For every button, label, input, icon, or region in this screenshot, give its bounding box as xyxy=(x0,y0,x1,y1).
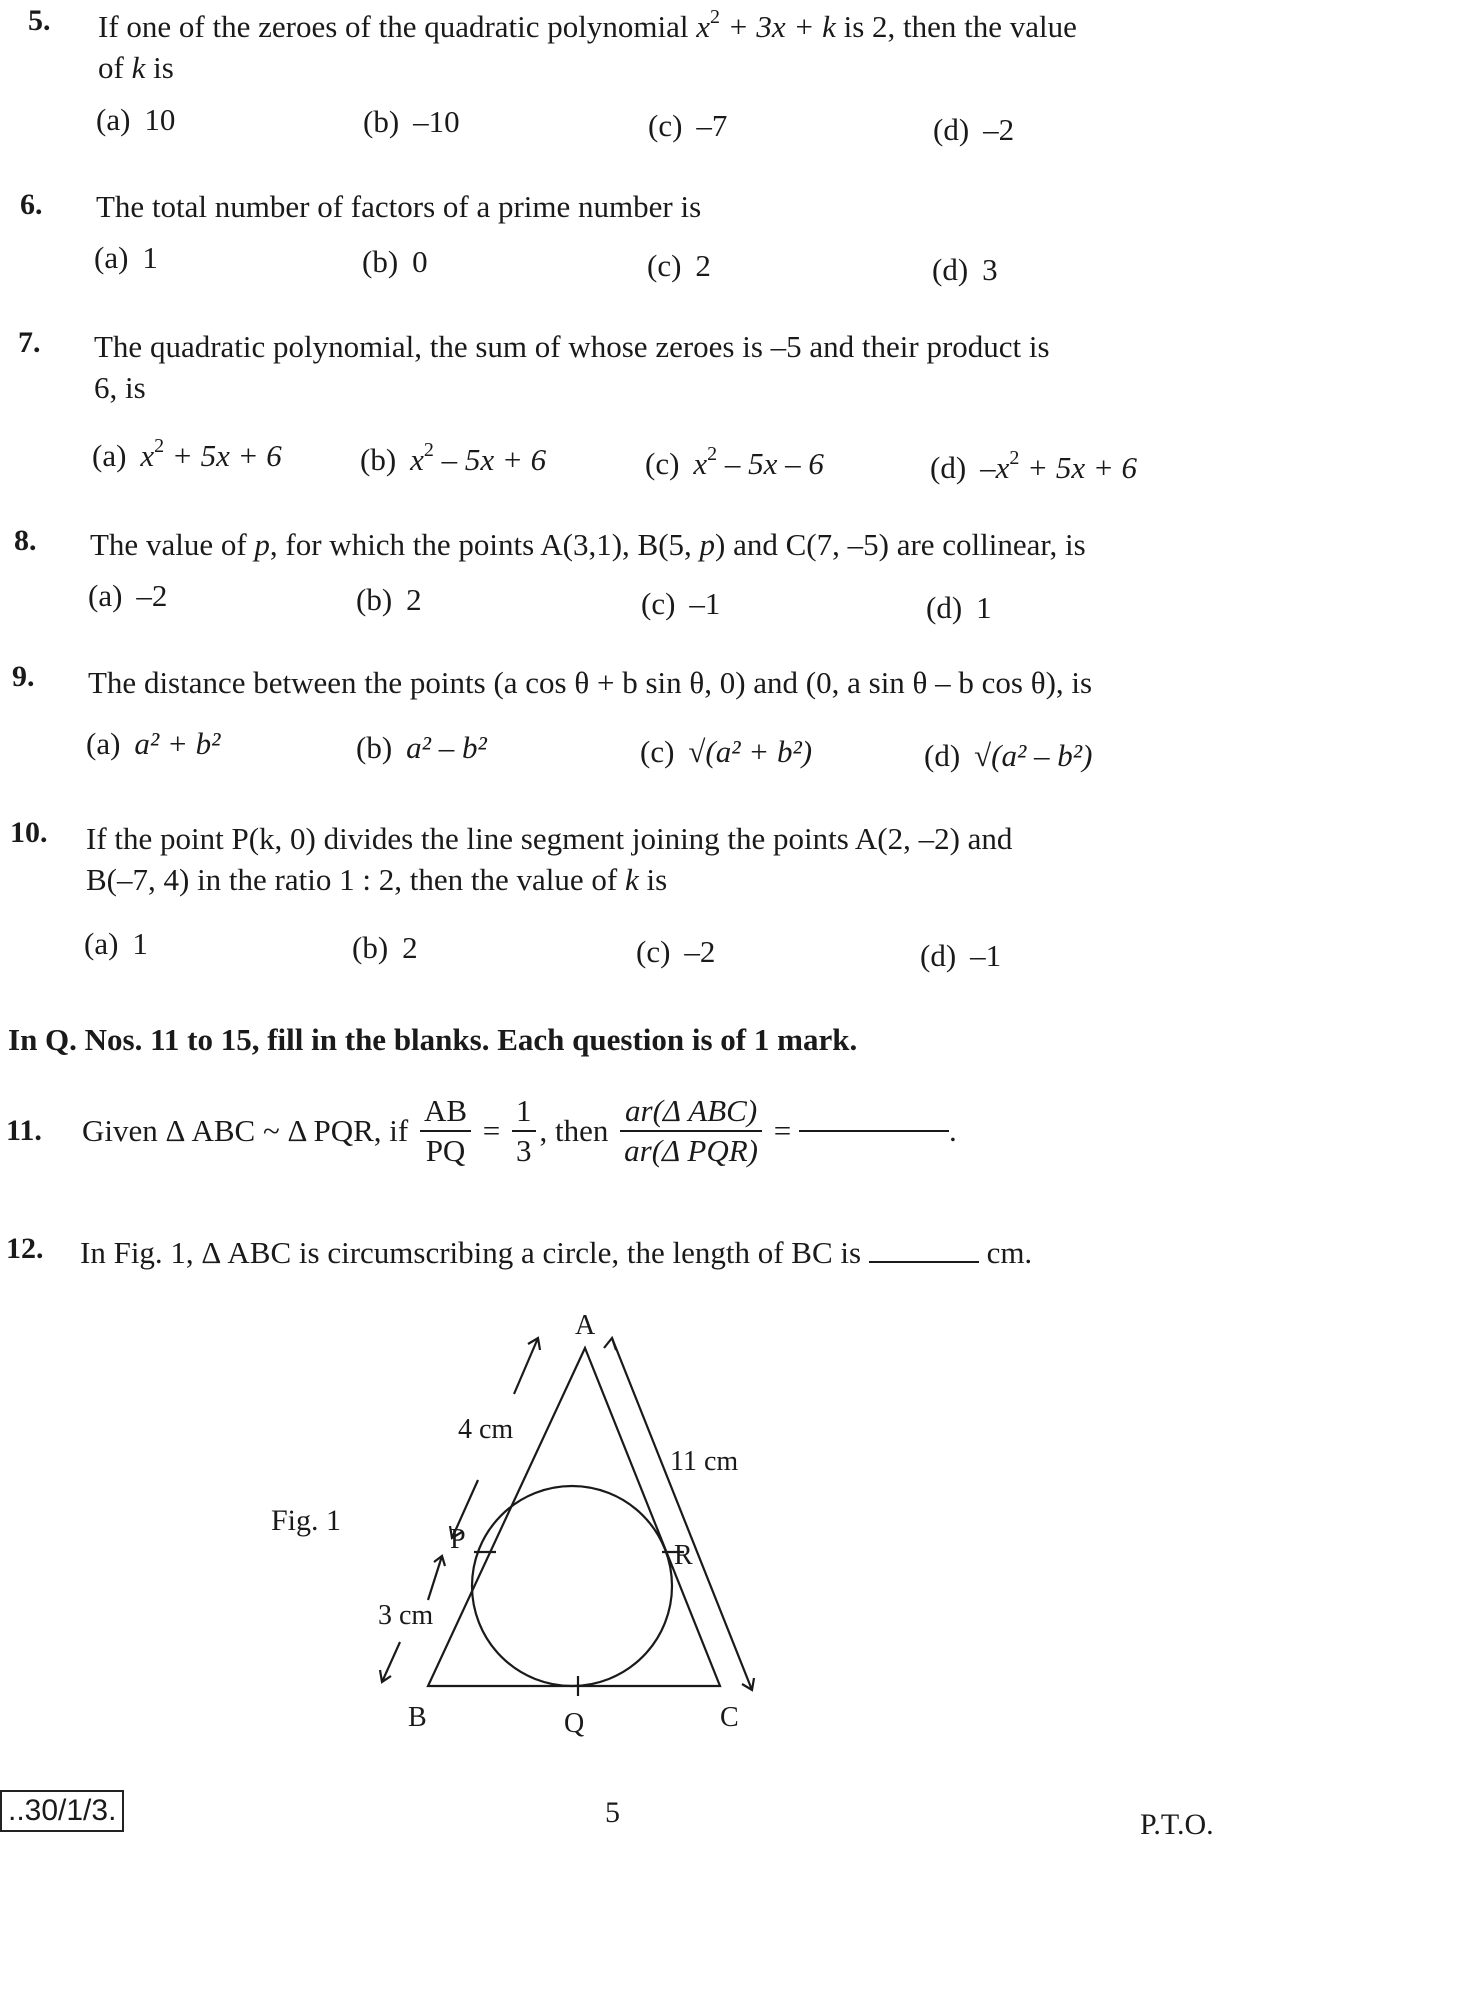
option: (d) –1 xyxy=(920,938,1002,973)
option: (c) –1 xyxy=(641,586,721,621)
option: (a) a² + b² xyxy=(86,726,221,761)
math-var: x xyxy=(696,9,711,44)
vertex-label-c: C xyxy=(720,1702,739,1733)
section-instruction: In Q. Nos. 11 to 15, fill in the blanks. Each question is of 1 mark. xyxy=(8,1022,858,1057)
question-text-part: If one of the zeroes of the quadratic polynomial xyxy=(98,9,697,44)
option: (b) $x^2 - 5x + 6$ xyxy=(360,439,547,477)
measure-pb: 3 cm xyxy=(378,1600,434,1631)
math-var: k xyxy=(131,50,146,85)
question-text: The total number of factors of a prime number is xyxy=(96,189,702,224)
option: (a) –2 xyxy=(88,578,168,613)
math-exponent: 2 xyxy=(710,6,721,28)
vertex-label-a: A xyxy=(575,1310,596,1341)
question-number: 6. xyxy=(20,188,43,221)
point-label-r: R xyxy=(674,1540,693,1571)
question-text: The distance between the points (a cos θ + b sin θ, 0) and (0, a sin θ – b cos θ), is xyxy=(88,665,1093,700)
question-text: Given Δ ABC ~ Δ PQR, if $\frac{AB}{PQ}$ = $\frac{1}{3}$ , then $\frac{\text{ar(Δ ABC)}}{\text{ar(Δ PQR)}}$ = . xyxy=(82,1093,957,1168)
option: (d) √(a² – b²) xyxy=(924,738,1093,773)
option: (a) $x^2 + 5x + 6$ xyxy=(92,435,282,473)
option: (a) 1 xyxy=(84,926,148,961)
option: (c) 2 xyxy=(647,248,711,283)
fraction: $\frac{AB}{PQ}$ xyxy=(420,1092,471,1170)
question-number: 10. xyxy=(10,816,48,849)
paper-code: ..30/1/3. xyxy=(0,1790,124,1832)
question-text-part: 6, is xyxy=(94,370,146,405)
option: (c) –7 xyxy=(648,108,728,143)
question-text-part: The quadratic polynomial, the sum of whose zeroes is –5 and their product is xyxy=(94,329,1050,364)
option: (b) –10 xyxy=(363,104,460,139)
option: (c) –2 xyxy=(636,934,716,969)
option: (d) 3 xyxy=(932,252,998,287)
question-text: The value of p, for which the points A(3,1), B(5, p) and C(7, –5) are collinear, is xyxy=(90,527,1086,562)
triangle-abc xyxy=(428,1348,720,1686)
question-number: 9. xyxy=(12,660,35,693)
point-label-p: P xyxy=(450,1524,466,1555)
question-number: 7. xyxy=(18,326,41,359)
question-text: In Fig. 1, Δ ABC is circumscribing a circle, the length of BC is cm. xyxy=(80,1235,1033,1270)
option: (c) √(a² + b²) xyxy=(640,734,813,769)
option: (d) –2 xyxy=(933,112,1015,147)
please-turn-over: P.T.O. xyxy=(1140,1808,1214,1841)
page-number: 5 xyxy=(605,1796,620,1829)
option: (c) $x^2 - 5x - 6$ xyxy=(645,443,824,481)
fraction: $\frac{1}{3}$ xyxy=(512,1092,536,1170)
fraction: $\frac{\text{ar(Δ ABC)}}{\text{ar(Δ PQR)}}$ xyxy=(620,1092,762,1170)
question-number: 12. xyxy=(6,1232,44,1265)
question-number: 8. xyxy=(14,524,37,557)
option: (b) 2 xyxy=(352,930,418,965)
option: (a) 1 xyxy=(94,240,158,275)
vertex-label-b: B xyxy=(408,1702,427,1733)
option: (d) $-x^2 + 5x + 6$ xyxy=(930,447,1138,485)
option: (b) 0 xyxy=(362,244,428,279)
option: (b) a² – b² xyxy=(356,730,487,765)
question-text-part: is xyxy=(145,50,174,85)
question-number: 11. xyxy=(6,1114,42,1147)
question-text-part: is 2, then the value xyxy=(835,9,1077,44)
math-expression: + 3x + k xyxy=(720,9,836,44)
option: (a) 10 xyxy=(96,102,176,137)
point-label-q: Q xyxy=(564,1708,585,1739)
question-number: 5. xyxy=(28,4,51,37)
option: (b) 2 xyxy=(356,582,422,617)
figure-caption: Fig. 1 xyxy=(271,1504,342,1537)
measure-ap: 4 cm xyxy=(458,1414,514,1445)
measure-ac: 11 cm xyxy=(670,1446,739,1477)
incircle xyxy=(472,1486,672,1686)
question-text: If the point P(k, 0) divides the line segment joining the points A(2, –2) and B(–7, 4) in the ratio 1 : 2, then the value of k is xyxy=(86,821,1013,897)
question-text-part: of xyxy=(98,50,132,85)
option: (d) 1 xyxy=(926,590,992,625)
